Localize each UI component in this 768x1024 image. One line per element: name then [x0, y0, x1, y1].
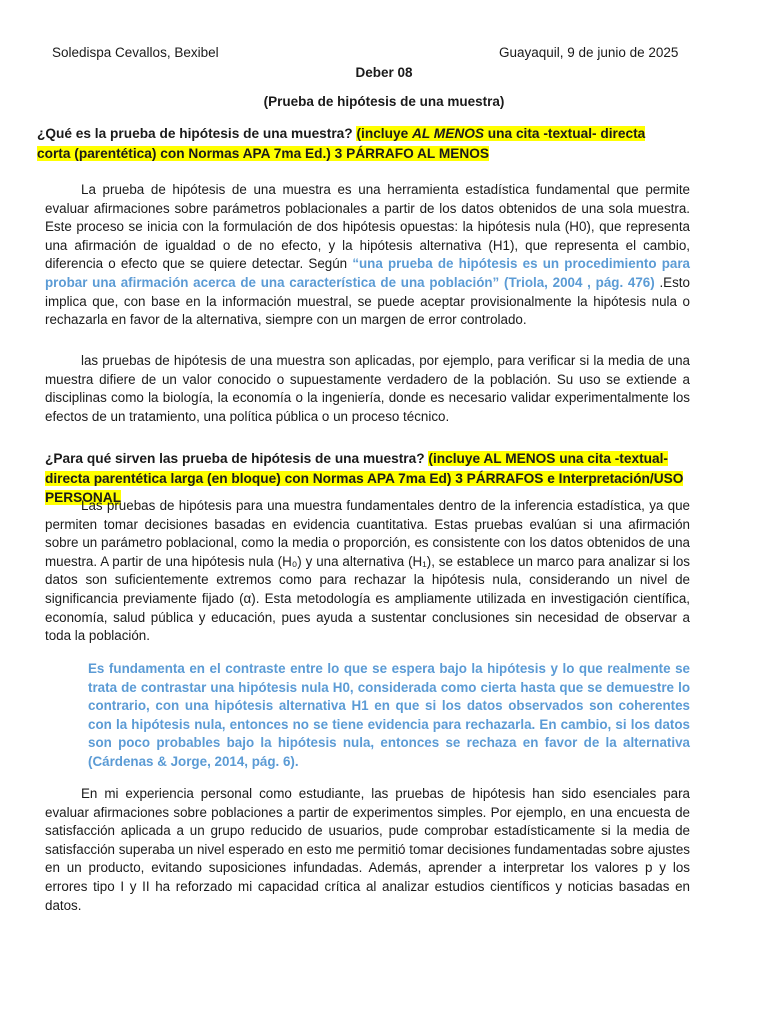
q2-paragraph-1: Las pruebas de hipótesis para una muestra fundamentales dentro de la inferencia estadística, ya que permiten tomar decisiones basadas en evidencia cuantitativa. Estas pruebas evalúan si una afirmación sobre un parámetro poblacional, como la media o proporción, es consistente con los datos obtenidos de una muestra. A partir de una hipótesis nula (H₀) y una alternativa (H₁), se establece un marco para analizar si los datos son suficientemente extremos como para rechazar la hipótesis nula, considerando un nivel de significancia previamente fijado (α). Esta metodología es ampliamente utilizada en investigación científica, economía, salud pública y educación, pues ayuda a sustentar conclusiones sin necesidad de observar a toda la población. — [45, 498, 690, 644]
question-2-text: ¿Para qué sirven las prueba de hipótesis de una muestra? — [45, 451, 425, 466]
block-citation: Es fundamenta en el contraste entre lo que se espera bajo la hipótesis y lo que realmente se trata de contrastar una hipótesis nula H0, considerada como cierta hasta que se demuestre lo contrario, con una hipótesis alternativa H1 en que si los datos observados son coherentes con la hipótesis nula, entonces no se tiene evidencia para rechazarla. En cambio, si los datos son poco probables bajo la hipótesis nula, entonces se rechaza en favor de la alternativa (Cárdenas & Jorge, 2014, pág. 6). — [88, 661, 690, 769]
short-citation: “una prueba de hipótesis es un procedimiento para probar una afirmación acerca de una característica de una población” (Triola, 2004 , pág. 476) — [45, 256, 690, 290]
document-subtitle: (Prueba de hipótesis de una muestra) — [263, 94, 505, 109]
question-1 — [37, 124, 677, 163]
instr-emphasis: AL MENOS — [412, 126, 484, 141]
document-title: Deber 08 — [355, 65, 413, 80]
q1-paragraph-1: La prueba de hipótesis de una muestra es una herramienta estadística fundamental que permite evaluar afirmaciones sobre parámetros poblacionales a partir de los datos obtenidos de una sola muestra. Este proceso se inicia con la formulación de dos hipótesis opuestas: la hipótesis nula (H0), que representa una afirmación de igualdad o de no efecto, y la hipótesis alternativa (H1), que representa el cambio, diferencia o efecto que se quiere detectar. Según “una prueba de hipótesis es un procedimiento para probar una afirmación acerca de una característica de una población” (Triola, 2004 , pág. 476) .Esto implica que, con base en la información muestral, se puede aceptar provisionalmente la hipótesis nula o rechazarla en favor de la alternativa, siempre con un margen de error controlado. — [45, 182, 690, 328]
question-2-instructions: (incluye AL MENOS una cita -textual- directa parentética larga (en bloque) con Normas APA 7ma Ed) 3 PÁRRAFOS e Interpretación/USO PERSONAL — [45, 451, 684, 505]
place-date: Guayaquil, 9 de junio de 2025 — [499, 45, 679, 60]
question-1-instructions: (incluye AL MENOS una cita -textual- directa corta (parentética) con Normas APA 7ma Ed.) 3 PÁRRAFO AL MENOS — [37, 126, 646, 161]
q1-paragraph-2: las pruebas de hipótesis de una muestra son aplicadas, por ejemplo, para verificar si la media de una muestra difiere de un valor conocido o supuestamente verdadero de la población. Su uso se extiende a disciplinas como la biología, la economía o la ingeniería, donde es necesario validar experimentalmente los efectos de un tratamiento, una política pública o un proceso técnico. — [45, 353, 690, 424]
author-name: Soledispa Cevallos, Bexibel — [52, 45, 219, 60]
q2-paragraph-3: En mi experiencia personal como estudiante, las pruebas de hipótesis han sido esenciales para evaluar afirmaciones sobre poblaciones a partir de experimentos simples. Por ejemplo, en una encuesta de satisfacción aplicada a un grupo reducido de usuarios, pude comprobar estadísticamente si la media de satisfacción superaba un nivel esperado en esto me permitió tomar decisiones fundamentadas sobre ajustes en un producto, evitando suposiciones infundadas. Además, aprender a interpretar los valores p y los errores tipo I y II ha reforzado mi capacidad crítica al analizar estudios científicos y noticias basadas en datos. — [45, 786, 690, 913]
question-1-text: ¿Qué es la prueba de hipótesis de una muestra? — [37, 126, 353, 141]
